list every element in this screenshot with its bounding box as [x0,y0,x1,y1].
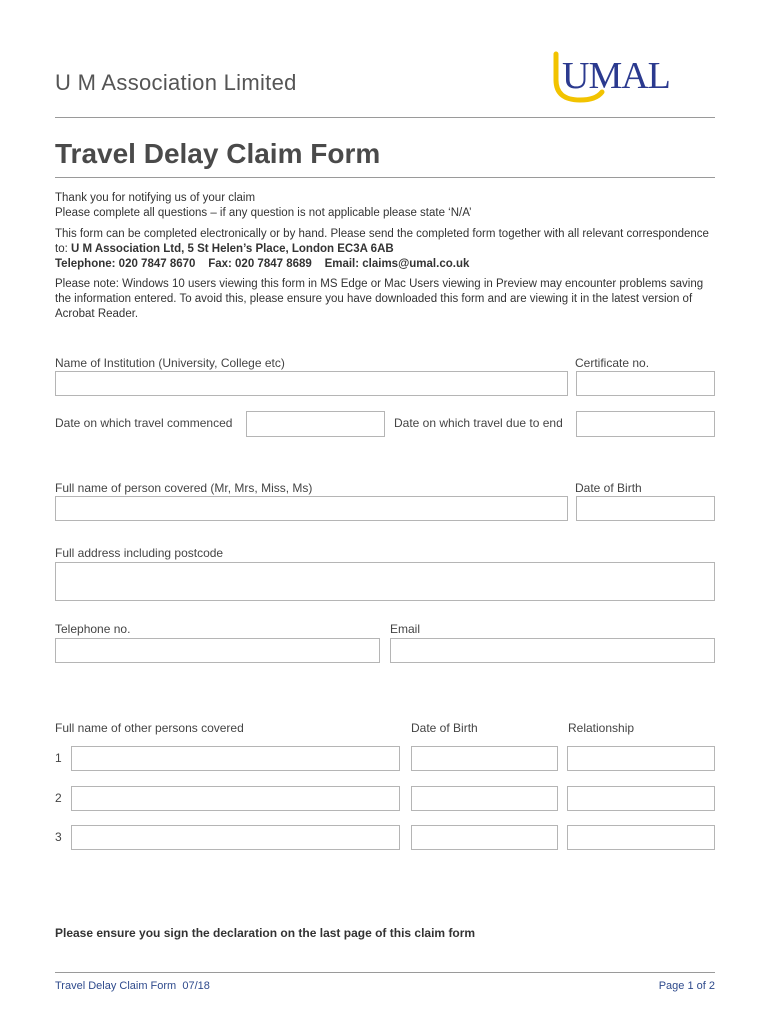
other-person-1-name-input[interactable] [71,746,400,771]
footer-divider [55,972,715,973]
telephone-input[interactable] [55,638,380,663]
footer-page-number: Page 1 of 2 [658,980,715,992]
contact-details: Telephone: 020 7847 8670 Fax: 020 7847 8689 Email: claims@umal.co.uk [55,258,470,270]
software-note: Please note: Windows 10 users viewing this form in MS Edge or Mac Users viewing in Preview may encounter problems saving the information entered. To avoid this, please ensure you have downloaded this form and are viewing it in the latest version of Acrobat Reader. [55,278,704,320]
other-person-2-dob-input[interactable] [411,786,558,811]
other-dob-label: Date of Birth [411,721,478,735]
organisation-name: U M Association Limited [55,70,297,95]
other-person-2-relationship-input[interactable] [567,786,715,811]
other-person-1-dob-input[interactable] [411,746,558,771]
postal-address: U M Association Ltd, 5 St Helen’s Place, London EC3A 6AB [70,243,394,255]
certificate-input[interactable] [576,371,715,396]
relationship-label: Relationship [568,721,635,735]
institution-label: Name of Institution (University, College etc) [55,356,285,370]
travel-end-label: Date on which travel due to end [394,416,563,430]
email-input[interactable] [390,638,715,663]
institution-input[interactable] [55,371,568,396]
full-name-label: Full name of person covered (Mr, Mrs, Miss, Ms) [55,481,313,495]
row-number: 3 [55,830,62,844]
umal-logo [550,50,716,106]
form-title: Travel Delay Claim Form [55,138,381,169]
row-number: 1 [55,751,62,765]
travel-end-input[interactable] [576,411,715,437]
address-label: Full address including postcode [55,546,224,560]
travel-commenced-label: Date on which travel commenced [55,416,233,430]
travel-commenced-input[interactable] [246,411,385,437]
umal-logo-graphic [550,50,716,106]
email-label: Email [390,622,421,636]
send-instructions-text: This form can be completed electronically or by hand. Please send the completed form together with all relevant correspondence to: [55,228,709,255]
other-person-3-dob-input[interactable] [411,825,558,850]
header-divider [55,117,715,118]
other-person-3-name-input[interactable] [71,825,400,850]
declaration-note: Please ensure you sign the declaration on the last page of this claim form [55,926,476,940]
dob-input[interactable] [576,496,715,521]
other-persons-label: Full name of other persons covered [55,721,244,735]
svg-text:UMAL: UMAL [562,55,670,97]
intro-line-2: Please complete all questions – if any question is not applicable please state ‘N/A’ [55,207,472,219]
intro-line-1: Thank you for notifying us of your claim [55,192,256,204]
title-divider [55,177,715,178]
certificate-label: Certificate no. [575,356,650,370]
row-number: 2 [55,791,62,805]
other-person-1-relationship-input[interactable] [567,746,715,771]
footer-form-ref: Travel Delay Claim Form 07/18 [55,980,210,992]
full-name-input[interactable] [55,496,568,521]
dob-label: Date of Birth [575,481,642,495]
intro-block-3 [55,277,715,322]
address-input[interactable] [55,562,715,601]
intro-block-2 [55,227,715,272]
send-instructions [55,227,715,257]
other-person-3-relationship-input[interactable] [567,825,715,850]
telephone-label: Telephone no. [55,622,131,636]
intro-block-1 [55,191,715,221]
other-person-2-name-input[interactable] [71,786,400,811]
